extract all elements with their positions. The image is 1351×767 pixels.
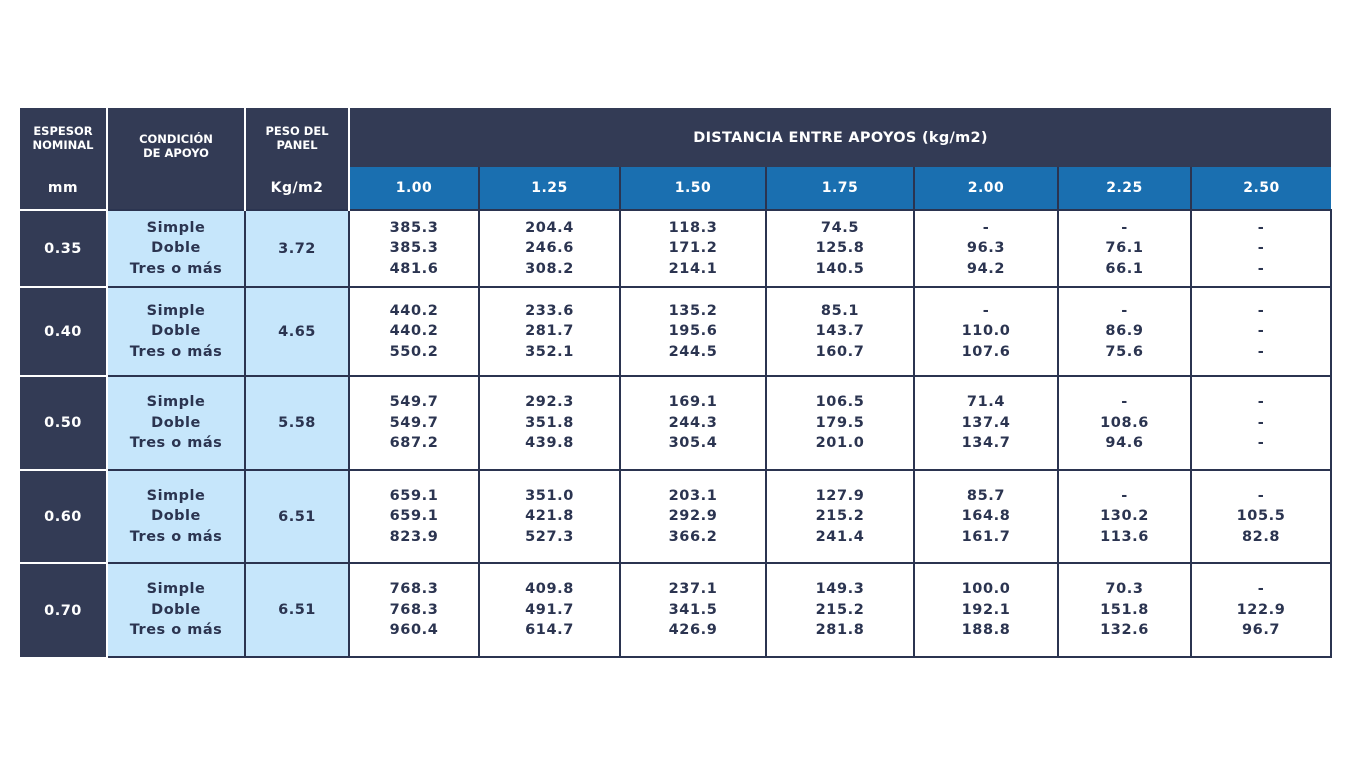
load-value: - <box>1121 394 1128 411</box>
load-value: 281.8 <box>815 622 865 639</box>
load-value: - <box>1257 302 1265 319</box>
load-value: 96.7 <box>1241 622 1281 639</box>
load-value: - <box>1121 219 1128 236</box>
load-value-cell <box>1191 287 1331 376</box>
load-value: 82.8 <box>1241 528 1281 545</box>
distance-header-cell: 1.50 <box>620 167 766 210</box>
espesor-cell: 0.35 <box>20 210 107 287</box>
load-value-cell <box>766 376 914 470</box>
load-value: 241.4 <box>815 528 865 545</box>
load-value: 100.0 <box>961 581 1011 598</box>
table-row <box>20 287 1331 376</box>
load-value: - <box>1257 581 1265 598</box>
load-value: 75.6 <box>1105 343 1144 360</box>
load-value: 244.5 <box>668 343 718 360</box>
load-value: 823.9 <box>389 528 439 545</box>
espesor-header-line2: NOMINAL <box>32 137 94 152</box>
load-value-cell <box>479 287 620 376</box>
condicion-cell <box>107 287 245 376</box>
load-value: 171.2 <box>668 240 718 257</box>
load-value: 351.0 <box>525 487 574 504</box>
load-value: 179.5 <box>815 414 865 431</box>
load-value: - <box>1257 260 1265 277</box>
load-value: 550.2 <box>389 343 439 360</box>
load-value: 201.0 <box>815 435 865 452</box>
load-value: 140.5 <box>815 260 865 277</box>
load-value: 130.2 <box>1100 508 1149 525</box>
espesor-cell: 0.70 <box>20 563 107 657</box>
load-value: 352.1 <box>525 343 574 360</box>
load-value: 305.4 <box>668 435 718 452</box>
load-value: - <box>982 302 990 319</box>
load-value: 351.8 <box>525 414 574 431</box>
load-value: - <box>1257 240 1265 257</box>
condicion-label: Tres o más <box>129 435 223 452</box>
condicion-label: Simple <box>146 487 206 504</box>
distance-header-cell: 2.25 <box>1058 167 1191 210</box>
load-value: 549.7 <box>389 394 439 411</box>
load-value-cell <box>620 376 766 470</box>
peso-unit: Kg/m2 <box>245 167 349 210</box>
load-value-cell <box>349 470 479 563</box>
table-row <box>20 563 1331 657</box>
load-value-cell <box>620 470 766 563</box>
load-value: 164.8 <box>961 508 1011 525</box>
load-value-cell <box>349 287 479 376</box>
load-value-cell <box>349 563 479 657</box>
load-value: 188.8 <box>961 622 1011 639</box>
condicion-label: Doble <box>151 323 201 340</box>
espesor-unit: mm <box>20 167 107 210</box>
load-value-cell <box>914 210 1058 287</box>
load-value: 481.6 <box>389 260 439 277</box>
load-value-cell <box>620 563 766 657</box>
condicion-label: Simple <box>146 394 206 411</box>
load-value: - <box>1257 414 1265 431</box>
espesor-cell: 0.40 <box>20 287 107 376</box>
load-value: 94.2 <box>966 260 1006 277</box>
load-value-cell <box>620 287 766 376</box>
condicion-cell <box>107 563 245 657</box>
condicion-label: Doble <box>151 508 201 525</box>
load-value: - <box>1257 487 1265 504</box>
condicion-label: Simple <box>146 219 206 236</box>
load-value: 204.4 <box>525 219 574 236</box>
load-value: 292.3 <box>525 394 574 411</box>
load-value: 106.5 <box>815 394 865 411</box>
load-value-cell <box>479 376 620 470</box>
load-value: 385.3 <box>389 219 439 236</box>
load-value: 85.1 <box>820 302 860 319</box>
load-value-cell <box>1191 376 1331 470</box>
load-value: 125.8 <box>815 240 865 257</box>
condicion-label: Simple <box>146 581 206 598</box>
load-value: 385.3 <box>389 240 439 257</box>
load-value: 96.3 <box>966 240 1006 257</box>
load-value-cell <box>349 210 479 287</box>
load-value-cell <box>479 210 620 287</box>
load-value-cell <box>914 376 1058 470</box>
load-value: 246.6 <box>525 240 574 257</box>
load-value: 426.9 <box>668 622 718 639</box>
distance-header-cell: 1.75 <box>766 167 914 210</box>
load-value: 366.2 <box>668 528 718 545</box>
load-value: 215.2 <box>815 508 865 525</box>
load-value: 137.4 <box>961 414 1011 431</box>
distance-header-cell: 1.25 <box>479 167 620 210</box>
condicion-label: Tres o más <box>129 528 223 545</box>
load-value: - <box>1257 219 1265 236</box>
load-value-cell <box>766 563 914 657</box>
load-value-cell <box>1191 210 1331 287</box>
condicion-header-line1: CONDICIÓN <box>139 132 213 146</box>
load-value: 308.2 <box>525 260 574 277</box>
espesor-cell: 0.50 <box>20 376 107 470</box>
load-value-cell <box>1058 376 1191 470</box>
load-value-cell <box>1058 210 1191 287</box>
peso-header <box>245 108 349 167</box>
load-value: 161.7 <box>961 528 1011 545</box>
load-value-cell <box>766 470 914 563</box>
load-value: 768.3 <box>389 581 439 598</box>
espesor-cell: 0.60 <box>20 470 107 563</box>
distance-header-cell: 1.00 <box>349 167 479 210</box>
load-value: 110.0 <box>961 323 1011 340</box>
distance-header-cell: 2.00 <box>914 167 1058 210</box>
load-value: 105.5 <box>1236 508 1286 525</box>
load-value: 439.8 <box>525 435 574 452</box>
distance-header-cell: 2.50 <box>1191 167 1331 210</box>
load-value: 341.5 <box>668 601 718 618</box>
load-value-cell <box>1058 470 1191 563</box>
load-table <box>20 108 1332 658</box>
table-row <box>20 376 1331 470</box>
load-value: 76.1 <box>1105 240 1144 257</box>
load-value-cell <box>766 287 914 376</box>
table-row <box>20 210 1331 287</box>
load-value: 527.3 <box>525 528 574 545</box>
load-value-cell <box>349 376 479 470</box>
load-value: - <box>1257 435 1265 452</box>
load-value: 134.7 <box>961 435 1011 452</box>
espesor-header-line1: ESPESOR <box>33 123 93 138</box>
load-value: 233.6 <box>525 302 574 319</box>
load-value-cell <box>914 470 1058 563</box>
load-value: 143.7 <box>815 323 865 340</box>
condicion-header-line2: DE APOYO <box>143 146 209 160</box>
load-value: 113.6 <box>1100 528 1149 545</box>
load-value: 85.7 <box>966 487 1006 504</box>
peso-cell: 6.51 <box>245 470 349 563</box>
load-value: 614.7 <box>525 622 574 639</box>
load-value: 118.3 <box>668 219 718 236</box>
condicion-header <box>107 108 245 210</box>
load-value: 549.7 <box>389 414 439 431</box>
load-value: 421.8 <box>525 508 574 525</box>
load-value: 440.2 <box>389 302 439 319</box>
espesor-header <box>20 108 107 167</box>
load-value: - <box>1121 302 1128 319</box>
load-value: 151.8 <box>1100 601 1149 618</box>
load-value: 659.1 <box>389 508 439 525</box>
load-value: 122.9 <box>1236 601 1286 618</box>
load-value: 71.4 <box>966 394 1006 411</box>
load-value: 281.7 <box>525 323 574 340</box>
load-value: 244.3 <box>668 414 718 431</box>
load-value: - <box>1257 343 1265 360</box>
load-value-cell <box>620 210 766 287</box>
load-value-cell <box>479 563 620 657</box>
load-value: 195.6 <box>668 323 718 340</box>
load-value: 160.7 <box>815 343 865 360</box>
load-value: 440.2 <box>389 323 439 340</box>
peso-cell: 6.51 <box>245 563 349 657</box>
load-value: 66.1 <box>1105 260 1144 277</box>
load-value: 192.1 <box>961 601 1011 618</box>
table-row <box>20 470 1331 563</box>
load-value-cell <box>914 287 1058 376</box>
peso-cell: 4.65 <box>245 287 349 376</box>
load-value: 687.2 <box>389 435 439 452</box>
load-value: 127.9 <box>815 487 865 504</box>
load-value: 214.1 <box>668 260 718 277</box>
load-value: 107.6 <box>961 343 1011 360</box>
load-value: 169.1 <box>668 394 718 411</box>
load-value: 768.3 <box>389 601 439 618</box>
load-value: - <box>982 219 990 236</box>
load-value: 135.2 <box>668 302 718 319</box>
load-value: 409.8 <box>525 581 574 598</box>
condicion-label: Tres o más <box>129 260 223 277</box>
load-value: 491.7 <box>525 601 574 618</box>
load-table-container <box>20 108 1331 658</box>
load-value-cell <box>1058 287 1191 376</box>
load-value: 659.1 <box>389 487 439 504</box>
condicion-label: Tres o más <box>129 343 223 360</box>
condicion-label: Doble <box>151 414 201 431</box>
load-value: 132.6 <box>1100 622 1149 639</box>
load-value-cell <box>479 470 620 563</box>
load-value-cell <box>1191 470 1331 563</box>
condicion-label: Simple <box>146 302 206 319</box>
load-value-cell <box>1191 563 1331 657</box>
condicion-label: Tres o más <box>129 622 223 639</box>
load-value: 108.6 <box>1100 414 1149 431</box>
load-value: 215.2 <box>815 601 865 618</box>
peso-cell: 3.72 <box>245 210 349 287</box>
condicion-label: Doble <box>151 601 201 618</box>
load-value: 237.1 <box>668 581 718 598</box>
load-value: 94.6 <box>1105 435 1144 452</box>
condicion-cell <box>107 210 245 287</box>
load-value: 149.3 <box>815 581 865 598</box>
peso-header-line1: PESO DEL <box>265 123 329 138</box>
load-value: 292.9 <box>668 508 718 525</box>
load-value: 960.4 <box>389 622 439 639</box>
load-value: - <box>1257 394 1265 411</box>
condicion-label: Doble <box>151 240 201 257</box>
load-value: 86.9 <box>1105 323 1144 340</box>
distancia-header: DISTANCIA ENTRE APOYOS (kg/m2) <box>349 108 1331 167</box>
load-value: 74.5 <box>820 219 860 236</box>
condicion-cell <box>107 376 245 470</box>
peso-header-line2: PANEL <box>276 137 318 152</box>
load-value: 203.1 <box>668 487 718 504</box>
load-value: - <box>1257 323 1265 340</box>
load-value-cell <box>1058 563 1191 657</box>
load-value: - <box>1121 487 1128 504</box>
condicion-cell <box>107 470 245 563</box>
peso-cell: 5.58 <box>245 376 349 470</box>
load-value-cell <box>766 210 914 287</box>
load-value: 70.3 <box>1105 581 1144 598</box>
load-value-cell <box>914 563 1058 657</box>
